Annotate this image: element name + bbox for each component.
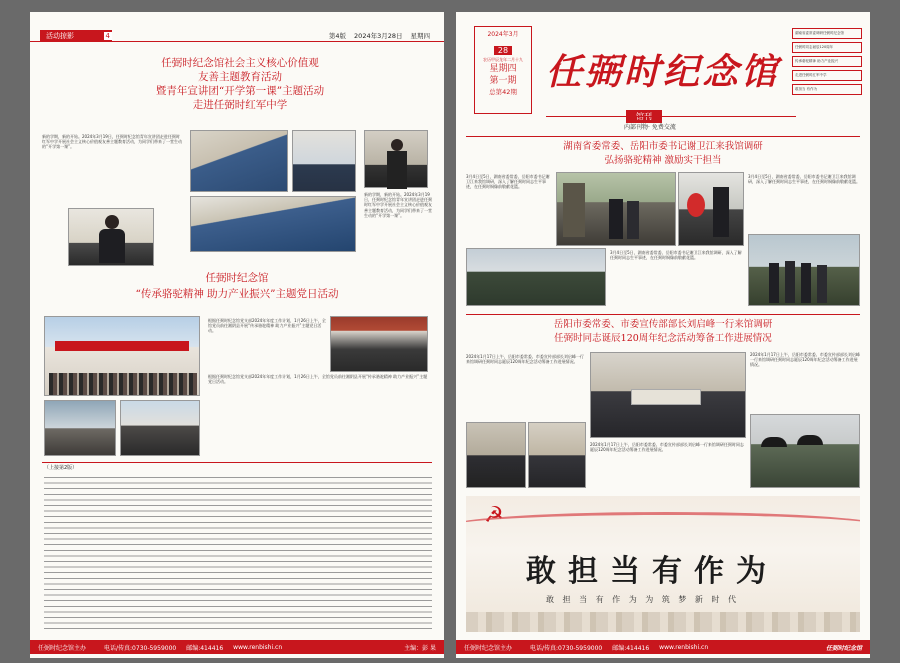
- left-footer-sponsor: 任弼时纪念馆主办: [38, 644, 87, 652]
- issue-total: 总第42期: [489, 88, 517, 96]
- page-number: 4: [105, 32, 110, 40]
- issue-day: 28: [494, 46, 512, 55]
- banner-slogan: 敢担当有作为: [526, 554, 778, 589]
- right-article1-title: [496, 140, 830, 168]
- right-article2-lead-2: 2024年1月17日上午，岳阳市委常委、市委宣传部部长刘启峰一行来馆调研任弼时同志诞辰120周年纪念活动筹备工作进展情况。: [750, 352, 860, 368]
- masthead-rule: [546, 116, 796, 117]
- left-footer-editor: 主编：彭 果: [404, 644, 436, 652]
- photo-wreath: [678, 172, 744, 246]
- right-article1-body-2: [748, 174, 860, 230]
- photo-classroom-3: [190, 196, 356, 252]
- photo-hall-visit: [466, 248, 606, 306]
- article1-body: [42, 134, 182, 206]
- right-article1-body-3: [610, 250, 744, 306]
- photo-meeting: [330, 316, 428, 372]
- article1-title-line: 走进任弼时红军中学: [192, 99, 288, 111]
- article3-body: [44, 474, 432, 634]
- index-item[interactable]: 湖南省委常委调研任弼时纪念馆: [792, 28, 862, 39]
- right-article1-title-line: 湖南省委常委、岳阳市委书记谢卫江来我馆调研: [563, 141, 763, 152]
- left-date-line: [329, 31, 430, 40]
- article2-body-2: [208, 374, 428, 456]
- slogan-banner: [466, 496, 860, 632]
- left-weekday: 星期四: [410, 32, 430, 40]
- right-article2-body-2: [750, 352, 860, 412]
- banner-sub-slogan: 敢 担 当 有 作 为 为 筑 梦 新 时 代: [546, 595, 739, 604]
- photo-speaker: [68, 208, 154, 266]
- right-article1-lead-2: 3月4日至5日，湖南省委常委、岳阳市委书记谢卫江来我馆调研，深入了解任弼时同志生平事迹，在任弼时铜像前敬献花篮。: [748, 174, 860, 185]
- right-article2-title-line: 任弼时同志诞辰120周年纪念活动筹备工作进展情况: [554, 333, 772, 344]
- left-header: [30, 30, 444, 42]
- article2-title-line: 任弼时纪念馆: [205, 272, 269, 284]
- right-article1-lead: 3月4日至5日，湖南省委常委、岳阳市委书记谢卫江来我馆调研，深入了解任弼时同志生平事迹，在任弼时铜像前敬献花篮。: [466, 174, 550, 190]
- photo-workshop: [44, 400, 116, 456]
- right-article1-title-line: 弘扬骆驼精神 激励实干担当: [604, 155, 722, 166]
- section-tag: [40, 30, 112, 42]
- photo-classroom-1: [190, 130, 288, 192]
- section-tag-label: 活动掠影: [46, 32, 74, 40]
- index-item[interactable]: 任弼时同志诞辰120周年: [792, 42, 862, 53]
- right-article2-body-3: [590, 442, 746, 486]
- article1-lead: 新的学期，新的开始。2024年3月19日，任弼时纪念馆青年宣讲团走进任弼时红军中学开展社会主义核心价值观友善主题教育活动，为同学们带来了一堂生动的“开学第一课”。: [42, 134, 182, 150]
- index-item[interactable]: 敢担当 有作为: [792, 84, 862, 95]
- issue-lunar: 农历甲辰龙年二月十九: [483, 57, 523, 62]
- article2-lead-2: 根据任弼时纪念馆党支部2024年年度工作计划，1月26日上午，全馆党员前往湘阴县开展“传承骆驼精神 助力产业振兴”主题党日活动。: [208, 374, 428, 385]
- article1-title-line: 任弼时纪念馆社会主义核心价值观: [161, 57, 319, 69]
- article2-lead: 根据任弼时纪念馆党支部2024年年度工作计划，1月26日上午，全馆党员前往湘阴县开展“传承骆驼精神 助力产业振兴”主题党日活动。: [208, 318, 326, 334]
- article2-body: [208, 318, 328, 370]
- right-article2-body: [466, 354, 586, 418]
- right-footer-logo: 任弼时纪念馆: [825, 644, 862, 652]
- right-article2-lead: 2024年1月17日上午，岳阳市委常委、市委宣传部部长刘启峰一行来馆调研任弼时同志诞辰120周年纪念活动筹备工作进展情况。: [466, 354, 584, 365]
- issue-year-month: 2024年3月: [487, 31, 519, 38]
- right-article2-title: [476, 318, 850, 346]
- right-page: [456, 12, 870, 658]
- right-footer-sponsor: 任弼时纪念馆主办: [464, 644, 513, 652]
- right-article2-rule: [466, 314, 860, 315]
- photo-inspection: [590, 352, 746, 438]
- right-article2-title-line: 岳阳市委常委、市委宣传部部长刘启峰一行来馆调研: [553, 319, 773, 330]
- masthead-subtitle: 内部刊物· 免费交流: [624, 124, 676, 131]
- masthead-title: 任弼时纪念馆: [546, 51, 781, 93]
- photo-rain-visit: [750, 414, 860, 488]
- photo-statue: [556, 172, 676, 246]
- left-footer-postcode: 邮编:414416: [186, 644, 224, 652]
- article3-heading: （上接第2版）: [44, 465, 78, 471]
- party-emblem-icon: ☭: [484, 503, 504, 528]
- index-list: [792, 28, 862, 98]
- issue-number: 第一期: [489, 76, 517, 86]
- article1-title: [90, 56, 390, 112]
- photo-classroom-2: [292, 130, 356, 192]
- photo-tour-outdoor: [748, 234, 860, 306]
- photo-speaker-2: [364, 130, 428, 188]
- right-article1-body: [466, 174, 552, 240]
- edition-label: 第4版: [328, 32, 347, 40]
- photo-factory: [44, 316, 200, 396]
- right-article1-rule: [466, 136, 860, 137]
- left-date: 2024年3月28日: [354, 32, 403, 40]
- article1-title-line: 暨青年宣讲团“开学第一课”主题活动: [155, 85, 325, 97]
- right-footer: [456, 640, 870, 654]
- left-page: [30, 12, 444, 658]
- index-item[interactable]: 走进任弼时红军中学: [792, 70, 862, 81]
- banner-wave: [466, 512, 860, 542]
- index-item[interactable]: 传承骆驼精神 助力产业振兴: [792, 56, 862, 67]
- right-article1-lead-3: 3月4日至5日，湖南省委常委、岳阳市委书记谢卫江来我馆调研，深入了解任弼时同志生平事迹，在任弼时铜像前敬献花篮。: [610, 250, 742, 261]
- left-footer: [30, 640, 444, 654]
- article2-title-line: “传承骆驼精神 助力产业振兴”主题党日活动: [135, 288, 339, 300]
- right-footer-phone: 电话/传真:0730-5959000: [530, 644, 603, 652]
- article2-title: [70, 270, 404, 302]
- issue-weekday: 星期四: [489, 64, 517, 74]
- issue-box: [474, 26, 532, 114]
- article1-title-line: 友善主题教育活动: [198, 71, 282, 83]
- photo-group: [120, 400, 200, 456]
- banner-skyline: [466, 612, 860, 632]
- right-footer-website: www.renbishi.cn: [659, 643, 709, 651]
- article3-rule: [42, 462, 432, 463]
- left-footer-website: www.renbishi.cn: [233, 643, 283, 651]
- photo-exhibit: [528, 422, 586, 488]
- article1-body-2: [364, 192, 434, 252]
- right-article2-lead-3: 2024年1月17日上午，岳阳市委常委、市委宣传部部长刘启峰一行来馆调研任弼时同志诞辰120周年纪念活动筹备工作进展情况。: [590, 442, 744, 453]
- left-footer-phone: 电话/传真:0730-5959000: [104, 644, 177, 652]
- right-footer-postcode: 邮编:414416: [612, 644, 650, 652]
- photo-indoor-meeting: [466, 422, 526, 488]
- article1-lead-2: 新的学期，新的开始。2024年3月19日，任弼时纪念馆青年宣讲团走进任弼时红军中学开展社会主义核心价值观友善主题教育活动，为同学们带来了一堂生动的“开学第一课”。: [364, 192, 432, 218]
